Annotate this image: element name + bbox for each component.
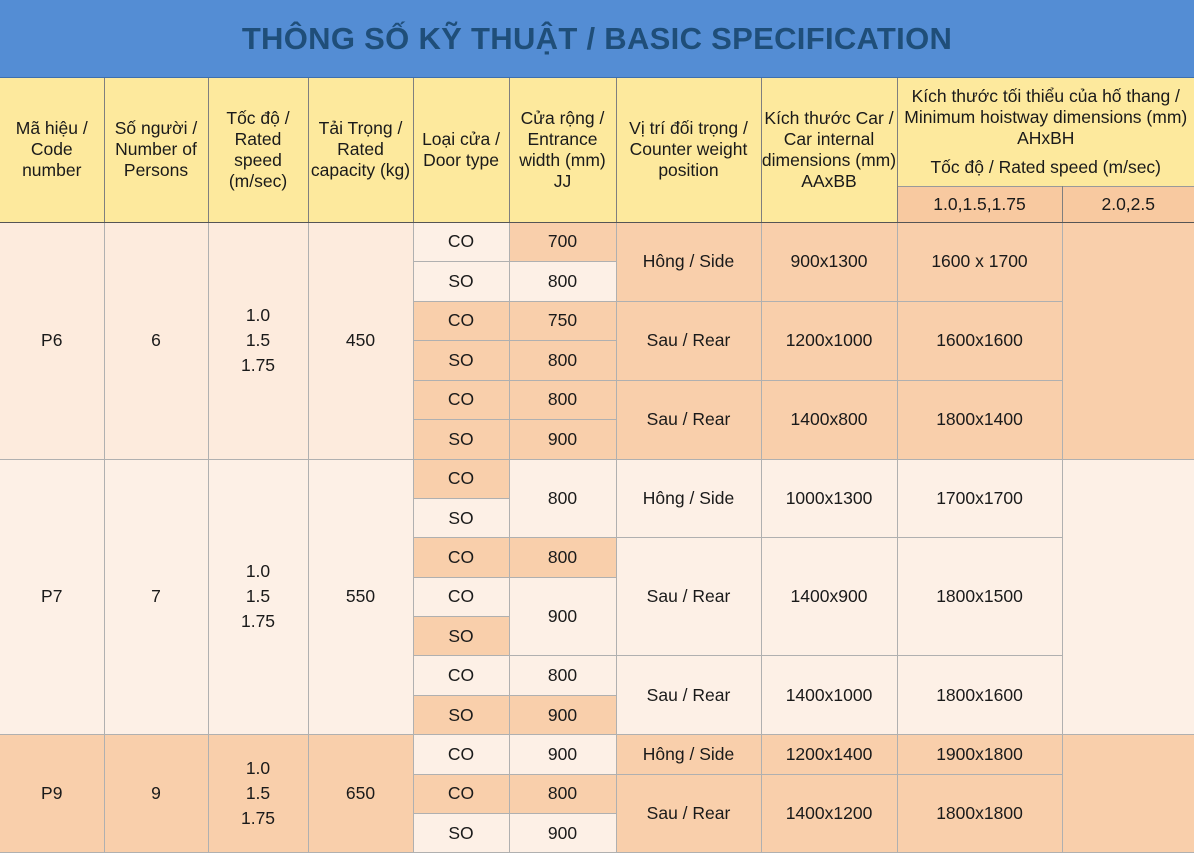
door-type-cell: CO xyxy=(413,774,509,813)
entrance-width-cell: 800 xyxy=(509,538,616,577)
door-type-cell: CO xyxy=(413,577,509,616)
entrance-width-cell: 800 xyxy=(509,262,616,302)
door-type-cell: SO xyxy=(413,617,509,656)
car-dimension-cell: 1400x1000 xyxy=(761,656,897,735)
header-hoistway-label: Kích thước tối thiểu của hố thang / Minimum hoistway dimensions (mm) AHxBH xyxy=(904,85,1188,148)
car-dimension-cell: 1200x1000 xyxy=(761,301,897,380)
car-dimension-cell: 1200x1400 xyxy=(761,735,897,774)
code-cell: P9 xyxy=(0,735,104,853)
code-cell: P7 xyxy=(0,459,104,735)
speed-line: 1.0 xyxy=(245,305,271,325)
capacity-cell: 550 xyxy=(308,459,413,735)
car-dimension-cell: 1400x800 xyxy=(761,380,897,459)
speed-line: 1.75 xyxy=(240,355,276,375)
door-type-cell: SO xyxy=(413,695,509,734)
speed-line: 1.0 xyxy=(245,758,271,779)
counterweight-cell: Hông / Side xyxy=(616,459,761,538)
hoistway-empty-cell xyxy=(1062,735,1194,853)
entrance-width-cell: 900 xyxy=(509,695,616,734)
header-rated-speed-label: Tốc độ / Rated speed (m/sec) xyxy=(930,156,1162,177)
hoistway-cell: 1800x1800 xyxy=(897,774,1062,853)
speed-line: 1.5 xyxy=(245,330,271,350)
hoistway-empty-cell xyxy=(1062,459,1194,735)
persons-cell: 7 xyxy=(104,459,208,735)
spec-table xyxy=(0,78,1194,853)
header-counterweight: Vị trí đối trọng / Counter weight position xyxy=(616,78,761,222)
header-hoistway xyxy=(897,78,1194,186)
header-door-type: Loại cửa / Door type xyxy=(413,78,509,222)
door-type-cell: CO xyxy=(413,301,509,341)
header-code: Mã hiệu / Code number xyxy=(0,78,104,222)
hoistway-cell: 1700x1700 xyxy=(897,459,1062,538)
hoistway-cell: 1800x1500 xyxy=(897,538,1062,656)
counterweight-cell: Sau / Rear xyxy=(616,380,761,459)
car-dimension-cell: 1400x900 xyxy=(761,538,897,656)
title-banner xyxy=(0,0,1194,78)
door-type-cell: SO xyxy=(413,341,509,381)
door-type-cell: CO xyxy=(413,459,509,498)
header-speed-col2: 2.0,2.5 xyxy=(1062,186,1194,222)
entrance-width-cell: 800 xyxy=(509,459,616,538)
header-capacity: Tải Trọng / Rated capacity (kg) xyxy=(308,78,413,222)
header-entrance-width: Cửa rộng / Entrance width (mm) JJ xyxy=(509,78,616,222)
hoistway-empty-cell xyxy=(1062,222,1194,459)
hoistway-cell: 1600 x 1700 xyxy=(897,222,1062,301)
header-speed-col1: 1.0,1.5,1.75 xyxy=(897,186,1062,222)
counterweight-cell: Sau / Rear xyxy=(616,301,761,380)
hoistway-cell: 1800x1600 xyxy=(897,656,1062,735)
door-type-cell: CO xyxy=(413,735,509,774)
car-dimension-cell: 1400x1200 xyxy=(761,774,897,853)
hoistway-cell: 1800x1400 xyxy=(897,380,1062,459)
persons-cell: 6 xyxy=(104,222,208,459)
header-car-dimensions: Kích thước Car / Car internal dimensions (mm) AAxBB xyxy=(761,78,897,222)
car-dimension-cell: 1000x1300 xyxy=(761,459,897,538)
capacity-cell: 650 xyxy=(308,735,413,853)
speed-cell xyxy=(208,735,308,853)
code-cell: P6 xyxy=(0,222,104,459)
entrance-width-cell: 900 xyxy=(509,814,616,853)
speed-line: 1.0 xyxy=(245,561,271,582)
door-type-cell: CO xyxy=(413,222,509,262)
speed-cell xyxy=(208,222,308,459)
speed-line: 1.75 xyxy=(240,808,276,829)
counterweight-cell: Sau / Rear xyxy=(616,656,761,735)
counterweight-cell: Hông / Side xyxy=(616,735,761,774)
door-type-cell: CO xyxy=(413,538,509,577)
door-type-cell: SO xyxy=(413,814,509,853)
door-type-cell: SO xyxy=(413,262,509,302)
entrance-width-cell: 900 xyxy=(509,420,616,460)
counterweight-cell: Sau / Rear xyxy=(616,538,761,656)
entrance-width-cell: 900 xyxy=(509,735,616,774)
door-type-cell: CO xyxy=(413,380,509,420)
entrance-width-cell: 800 xyxy=(509,380,616,420)
car-dimension-cell: 900x1300 xyxy=(761,222,897,301)
speed-line: 1.5 xyxy=(245,783,271,804)
hoistway-cell: 1600x1600 xyxy=(897,301,1062,380)
entrance-width-cell: 800 xyxy=(509,341,616,381)
door-type-cell: SO xyxy=(413,498,509,537)
entrance-width-cell: 750 xyxy=(509,301,616,341)
header-speed: Tốc độ / Rated speed (m/sec) xyxy=(208,78,308,222)
entrance-width-cell: 800 xyxy=(509,656,616,695)
capacity-cell: 450 xyxy=(308,222,413,459)
speed-line: 1.75 xyxy=(240,611,276,632)
header-persons: Số người / Number of Persons xyxy=(104,78,208,222)
persons-cell: 9 xyxy=(104,735,208,853)
door-type-cell: CO xyxy=(413,656,509,695)
counterweight-cell: Sau / Rear xyxy=(616,774,761,853)
entrance-width-cell: 900 xyxy=(509,577,616,656)
door-type-cell: SO xyxy=(413,420,509,460)
counterweight-cell: Hông / Side xyxy=(616,222,761,301)
hoistway-cell: 1900x1800 xyxy=(897,735,1062,774)
speed-line: 1.5 xyxy=(245,586,271,607)
entrance-width-cell: 800 xyxy=(509,774,616,813)
page-title: THÔNG SỐ KỸ THUẬT / BASIC SPECIFICATION xyxy=(241,20,953,56)
entrance-width-cell: 700 xyxy=(509,222,616,262)
speed-cell xyxy=(208,459,308,735)
